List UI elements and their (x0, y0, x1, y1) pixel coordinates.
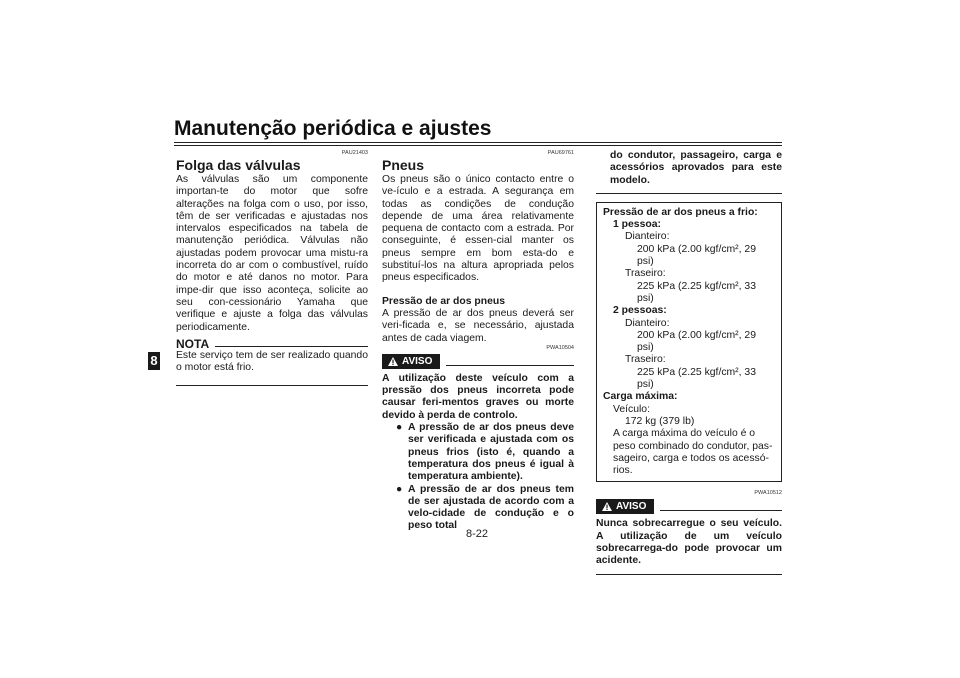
front-label: Dianteiro: (625, 231, 670, 243)
rear-label: Traseiro: (625, 354, 666, 366)
warning-code: PWA10504 (546, 344, 574, 351)
warning-rule (446, 365, 574, 366)
bullet-continuation: do condutor, passageiro, carga e acessórios aprovados para este modelo. (610, 150, 782, 186)
warning-end-rule (596, 574, 782, 575)
note-label: NOTA (176, 336, 210, 351)
warning-code: PWA10512 (754, 490, 782, 497)
section-title: Pneus (382, 157, 425, 173)
warning-label: AVISO (402, 355, 433, 367)
section-code: PAU69761 (547, 150, 574, 156)
bullet-icon: ● (396, 422, 403, 434)
rear-pressure-value: 225 kPa (2.25 kgf/cm², 33 psi) (637, 280, 756, 304)
warning-text: Nunca sobrecarregue o seu veículo. A utilização de um veículo sobrecarrega-do pode provocar um acidente. (596, 518, 782, 567)
note-rule (215, 346, 368, 347)
warning-bullet (396, 422, 574, 483)
vehicle-load-value: 172 kg (379 lb) (625, 415, 695, 427)
warning-end-rule (596, 193, 782, 194)
title-rule (174, 142, 782, 143)
rear-pressure-value: 225 kPa (2.25 kgf/cm², 33 psi) (637, 366, 756, 391)
tires-section (382, 150, 574, 533)
section-body: Os pneus são o único contacto entre o ve-ículo e a estrada. A segurança em todas as condições de condução depende de uma área relativamente pequena de contacto com a estrada. Por conseguinte, é essen-cial manter os pneus sempre em bom esta-do e substituí-los na altura apropriada pelos pneus especificados. (382, 174, 574, 284)
warning-triangle-icon (388, 357, 398, 366)
page-number: 8-22 (466, 528, 489, 540)
warning-rule (660, 510, 782, 511)
tire-pressure-continued (596, 150, 782, 575)
bullet-icon: ● (396, 483, 403, 495)
warning-badge (382, 354, 440, 369)
subsection-title: Pressão de ar dos pneus (382, 295, 506, 307)
front-pressure-value: 200 kPa (2.00 kgf/cm², 29 psi) (637, 329, 756, 354)
warning-bullet (396, 484, 574, 533)
note-text: Este serviço tem de ser realizado quando o motor está frio. (176, 350, 368, 374)
note-header (176, 338, 368, 350)
valve-clearance-section (176, 150, 368, 386)
front-label: Dianteiro: (625, 317, 670, 329)
page-title: Manutenção periódica e ajustes (174, 117, 492, 140)
warning-header (382, 354, 574, 369)
subsection-body: A pressão de ar dos pneus deverá ser veri-ficada e, se necessário, ajustada antes de cada viagem. (382, 307, 574, 344)
vehicle-label: Veículo: (613, 403, 650, 415)
two-people-label: 2 pessoas: (613, 305, 667, 317)
box-heading: Pressão de ar dos pneus a frio: (603, 206, 758, 218)
front-pressure-value: 200 kPa (2.00 kgf/cm², 29 psi) (637, 243, 756, 268)
note-end-rule (176, 385, 368, 386)
max-load-label: Carga máxima: (603, 391, 678, 403)
rear-label: Traseiro: (625, 268, 666, 280)
title-rule-secondary (174, 145, 782, 146)
tire-pressure-box (596, 202, 782, 483)
warning-header (596, 499, 782, 514)
warning-intro: A utilização deste veículo com a pressão dos pneus incorreta pode causar feri-mentos graves ou morte devido à perda de controlo. (382, 372, 574, 421)
bullet-text: A pressão de ar dos pneus tem de ser ajustada de acordo com a velo-cidade de condução e o peso total (408, 483, 574, 532)
max-load-note: A carga máxima do veículo é o peso combinado do condutor, pas-sageiro, carga e todos os acessó-rios. (613, 428, 773, 477)
warning-label: AVISO (616, 501, 647, 513)
warning-triangle-icon (602, 502, 612, 511)
section-body: As válvulas são um componente importan-te do motor que sofre alterações na folga com o uso, por isso, têm de ser verificadas e ajustadas nos intervalos especificados na tabela de manutenção periódica. Válvulas não ajustadas podem provocar uma mistu-ra incorreta do ar com o combustível, ruído do motor e até danos no motor. Para impe-dir que isso aconteça, solicite ao seu con-cessionário Yamaha que verifique e ajuste a folga das válvulas periodicamente. (176, 174, 368, 333)
section-code: PAU21403 (341, 150, 368, 156)
bullet-text: A pressão de ar dos pneus deve ser verificada e ajustada com os pneus frios (isto é, quando a temperatura dos pneus é igual à temperatura ambiente). (408, 422, 574, 483)
one-person-label: 1 pessoa: (613, 219, 661, 231)
section-title: Folga das válvulas (176, 157, 301, 173)
chapter-tab: 8 (148, 352, 160, 370)
warning-badge (596, 499, 654, 514)
